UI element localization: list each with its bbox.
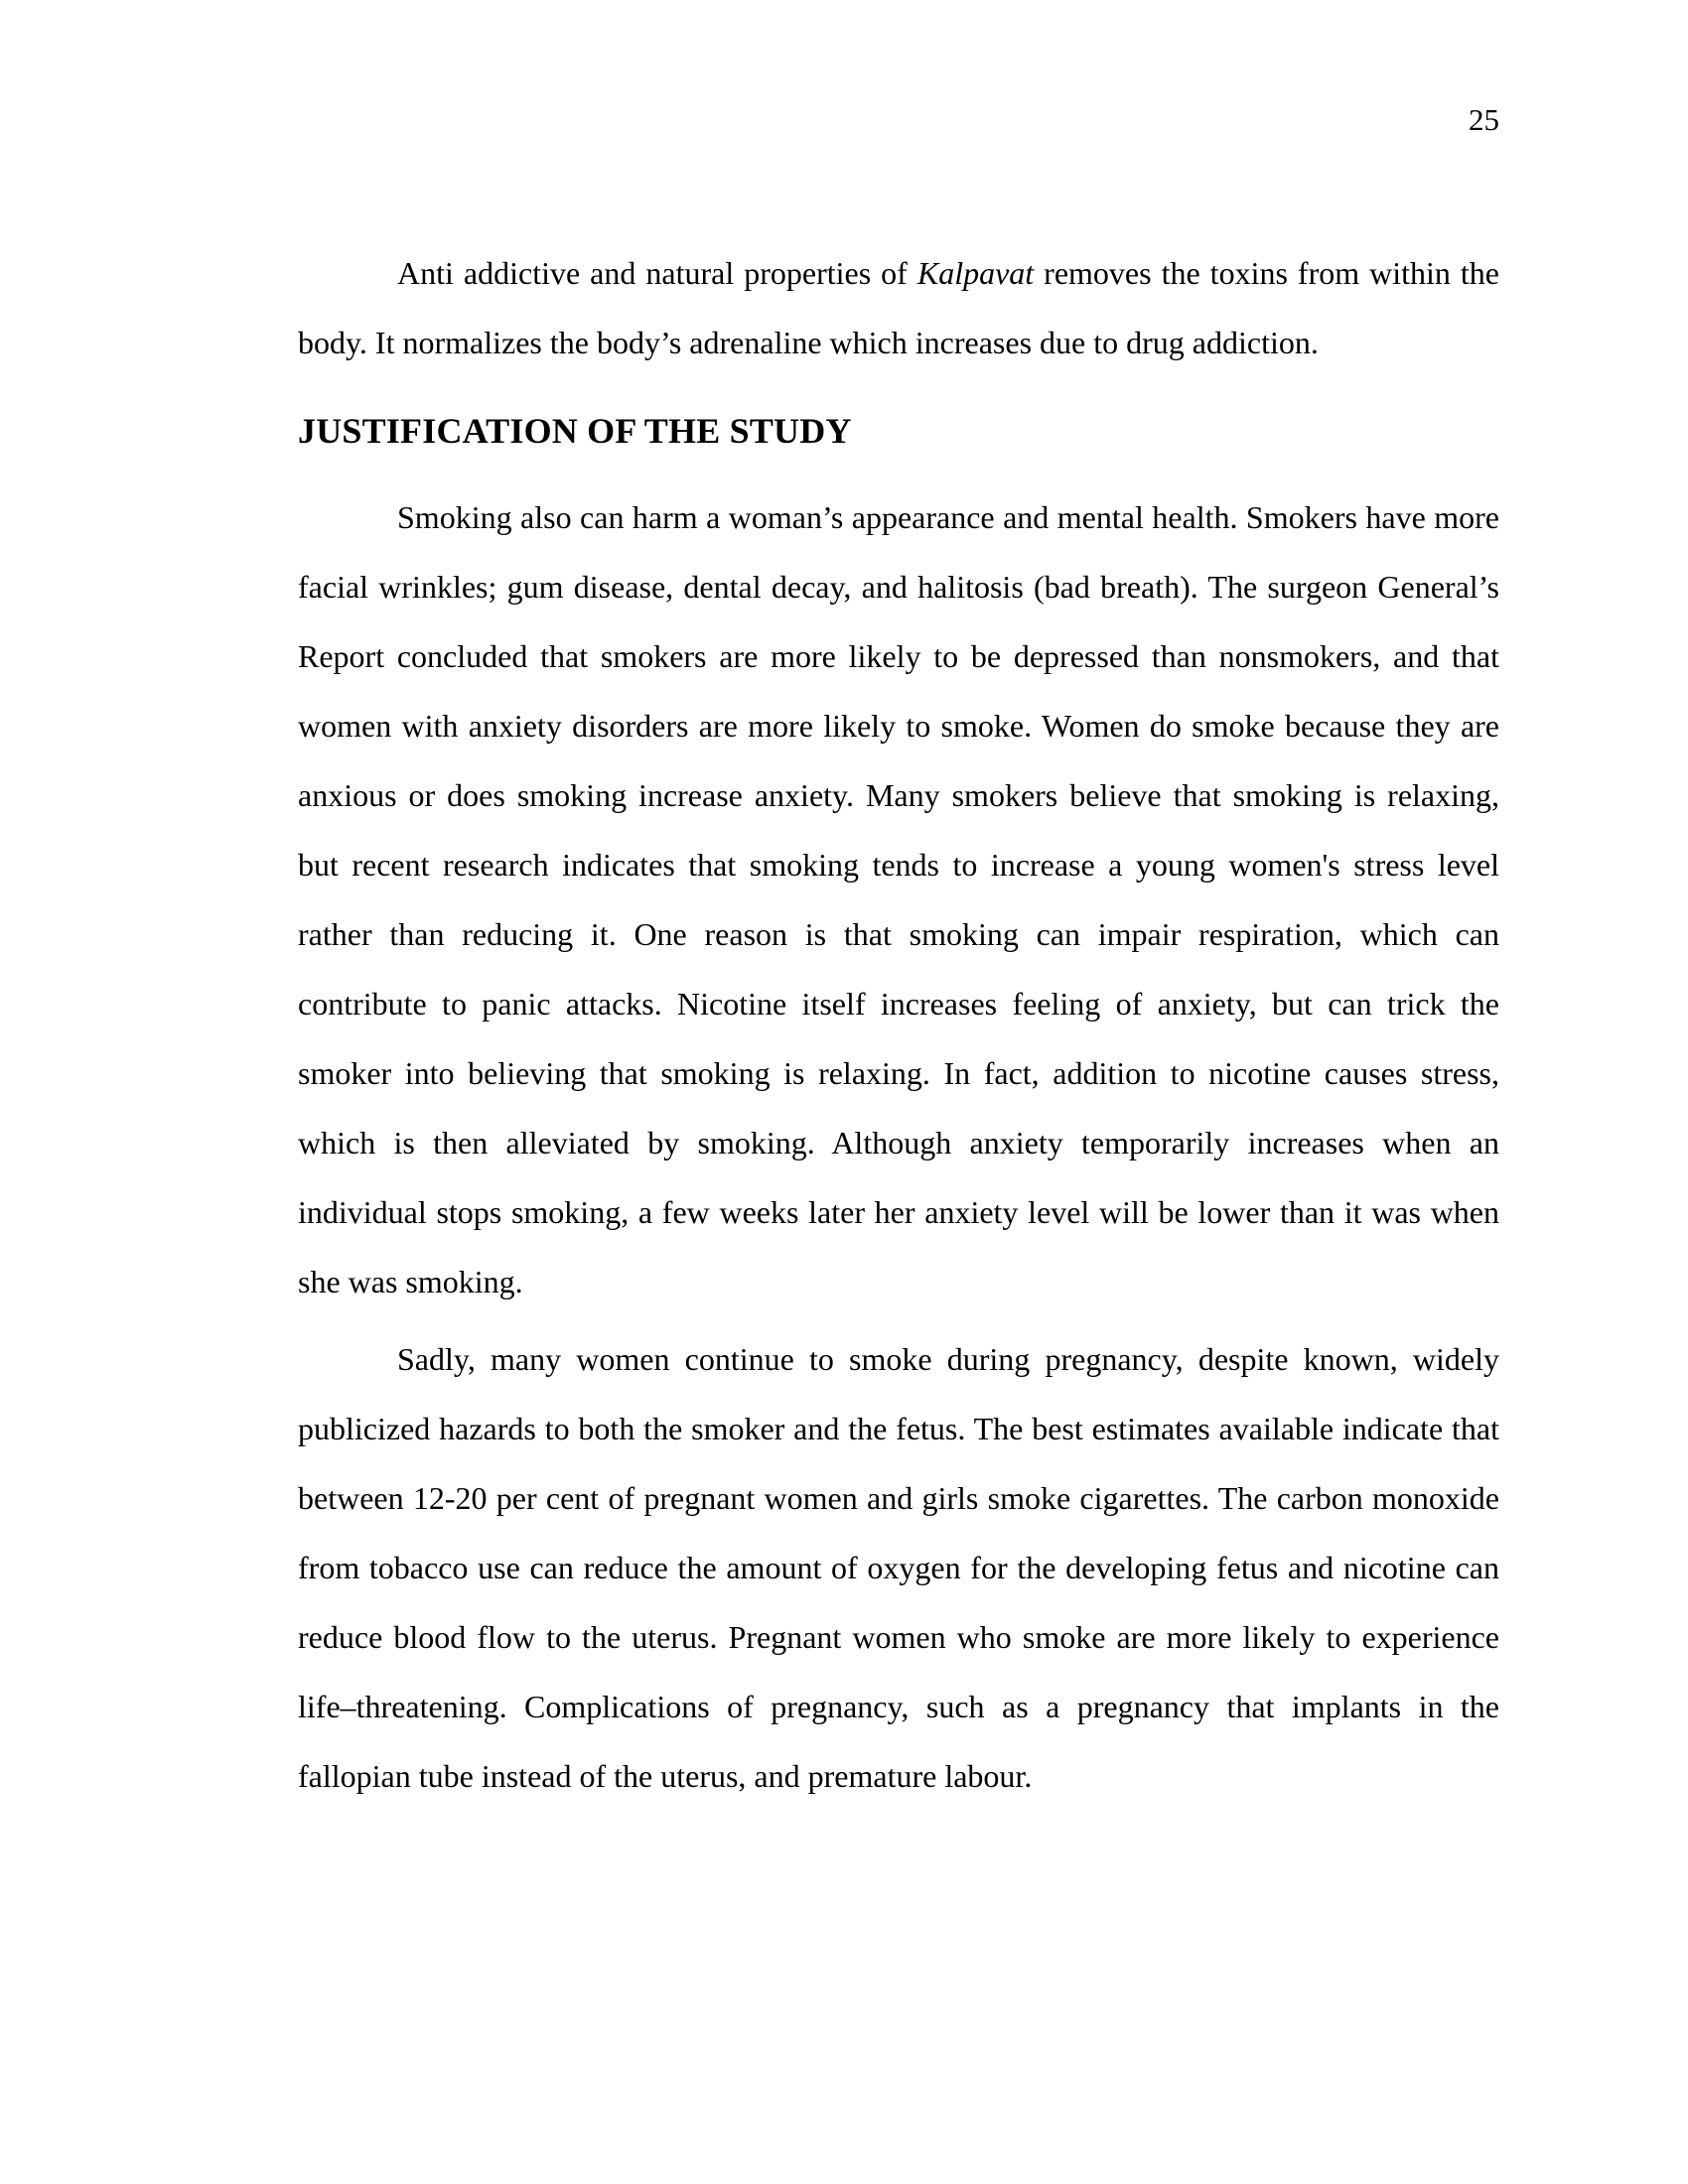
intro-paragraph [298, 238, 1499, 377]
body-paragraph-pregnancy: Sadly, many women continue to smoke during pregnancy, despite known, widely publicized hazards to both the smoker and the fetus. The best estimates available indicate that between 12-20 per cent of pregnant women and girls smoke cigarettes. The carbon monoxide from tobacco use can reduce the amount of oxygen for the developing fetus and nicotine can reduce blood flow to the uterus. Pregnant women who smoke are more likely to experience life–threatening. Complications of pregnancy, such as a pregnancy that implants in the fallopian tube instead of the uterus, and premature labour. [298, 1341, 1499, 1794]
intro-text-start: Anti addictive and natural properties of [397, 255, 917, 291]
page-number: 25 [1469, 102, 1499, 137]
body-paragraph-smoking-health: Smoking also can harm a woman’s appearance and mental health. Smokers have more facial wrinkles; gum disease, dental decay, and halitosis (bad breath). The surgeon General’s Report concluded that smokers are more likely to be depressed than nonsmokers, and that women with anxiety disorders are more likely to smoke. Women do smoke because they are anxious or does smoking increase anxiety. Many smokers believe that smoking is relaxing, but recent research indicates that smoking tends to increase a young women's stress level rather than reducing it. One reason is that smoking can impair respiration, which can contribute to panic attacks. Nicotine itself increases feeling of anxiety, but can trick the smoker into believing that smoking is relaxing. In fact, addition to nicotine causes stress, which is then alleviated by smoking. Although anxiety temporarily increases when an individual stops smoking, a few weeks later her anxiety level will be lower than it was when she was smoking. [298, 499, 1499, 1299]
section-heading: JUSTIFICATION OF THE STUDY [298, 411, 852, 451]
intro-text-end: removes the toxins from within the body. It normalizes the body’s adrenaline which increases due to drug addiction. [298, 255, 1500, 360]
page-body [298, 238, 1499, 1811]
italic-term-kalpavat: Kalpavat [916, 255, 1035, 291]
